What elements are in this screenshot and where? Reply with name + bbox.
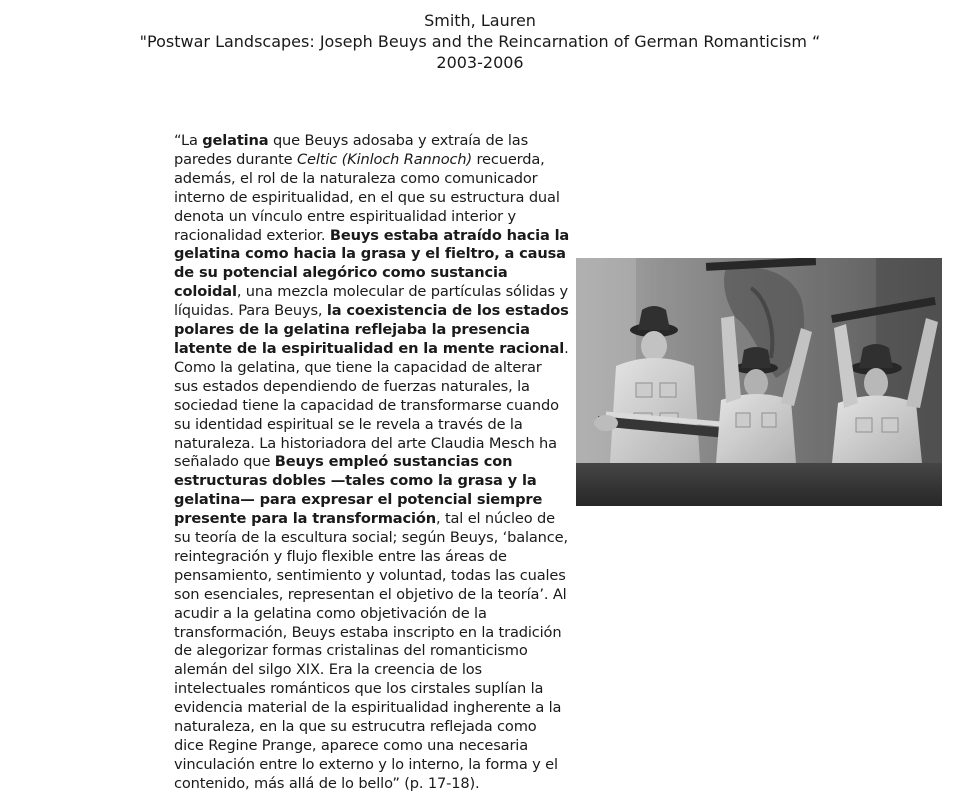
quote-segment-bold: la coexistencia de los estados polares de la gelatina reflejaba la presencia latente de la espiritualidad en la mente racional	[174, 302, 569, 357]
quote-segment-bold: Beuys empleó sustancias con estructuras dobles —tales como la grasa y la gelatina— para expresar el potencial siempre presente para la transformación	[174, 453, 543, 528]
citation-header	[0, 10, 960, 73]
quote-segment: , tal el núcleo de su teoría de la escultura social; según Beuys, ‘balance, reintegración y flujo flexible entre las áreas de pensamiento, sentimiento y voluntad, todas las cuales son esenciales, representan el objetivo de la teoría’. Al acudir a la gelatina como objetivación de la transformación, Beuys estaba inscripto en la tradición de alegorizar formas cristalinas del romanticismo alemán del silgo XIX. Era la creencia de los intelectuales románticos que los cirstales suplían la evidencia material de la espiritualidad ingherente a la naturaleza, en la que su estrucutra reflejada como dice Regine Prange, aparece como una necesaria vinculación entre lo externo y lo interno, la forma y el contenido, más allá de lo bello” (p. 17-18).	[174, 510, 568, 792]
quote-segment: “La	[174, 132, 203, 149]
quote-segment: , una mezcla molecular de partículas sólidas y líquidas. Para Beuys,	[174, 283, 568, 320]
beuys-performance-photo	[576, 258, 942, 506]
quote-segment-bold: Beuys estaba atraído hacia la gelatina como hacia la grasa y el fieltro, a causa de su potencial alegórico como sustancia coloidal	[174, 226, 570, 301]
quote-segment-bold: gelatina	[202, 132, 269, 149]
title-line: "Postwar Landscapes: Joseph Beuys and the Reincarnation of German Romanticism “	[139, 32, 821, 51]
photo-illustration	[576, 258, 942, 506]
quote-segment: . Como la gelatina, que tiene la capacidad de alterar sus estados dependiendo de fuerzas naturales, la sociedad tiene la capacidad de transformarse cuando su identidad espiritual se le revela a través de la naturaleza. La historiadora del arte Claudia Mesch ha señalado que	[174, 339, 569, 471]
quote-segment: recuerda, además, el rol de la naturaleza como comunicador interno de espiritualidad, en el que su estructura dual denota un vínculo entre espiritualidad interior y racionalidad exterior.	[174, 150, 560, 244]
author-line: Smith, Lauren	[424, 11, 536, 30]
quote-segment: que Beuys adosaba y extraía de las paredes durante	[174, 132, 529, 168]
quote-segment-italic: Celtic (Kinloch Rannoch)	[297, 150, 473, 168]
quote-paragraph	[174, 132, 570, 794]
years-line: 2003-2006	[436, 53, 524, 72]
